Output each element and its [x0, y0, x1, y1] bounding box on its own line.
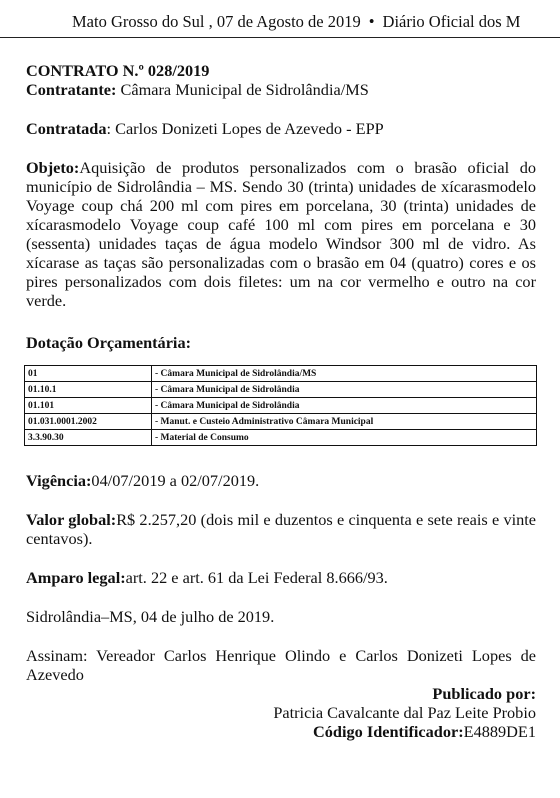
dotacao-desc: - Câmara Municipal de Sidrolândia: [152, 382, 537, 398]
contratante-value: Câmara Municipal de Sidrolândia/MS: [116, 80, 369, 99]
header-publication: Diário Oficial dos M: [382, 12, 521, 31]
vigencia-value: 04/07/2019 a 02/07/2019.: [91, 471, 260, 490]
dotacao-table: [24, 365, 537, 446]
codigo-value: E4889DE1: [463, 722, 536, 741]
page-header: [0, 0, 560, 38]
assinam-paragraph: Assinam: Vereador Carlos Henrique Olindo e Carlos Donizeti Lopes de Azevedo: [26, 646, 536, 684]
amparo-label: Amparo legal:: [26, 568, 126, 587]
contratada-value: : Carlos Donizeti Lopes de Azevedo - EPP: [106, 119, 384, 138]
publicado-nome: Patricia Cavalcante dal Paz Leite Probio: [273, 703, 536, 722]
dotacao-code: 3.3.90.30: [25, 430, 152, 446]
contratada-label: Contratada: [26, 119, 107, 138]
objeto-label: Objeto:: [26, 158, 80, 177]
dotacao-desc: - Manut. e Custeio Administrativo Câmara Municipal: [152, 414, 537, 430]
header-bullet: •: [368, 12, 375, 31]
contratante-label: Contratante:: [26, 80, 117, 99]
table-row: [25, 398, 537, 414]
objeto-paragraph: [26, 158, 536, 310]
codigo-label: Código Identificador:: [313, 722, 464, 741]
amparo-line: [26, 568, 536, 587]
vigencia-line: [26, 471, 536, 490]
dotacao-code: 01.10.1: [25, 382, 152, 398]
dotacao-desc: - Câmara Municipal de Sidrolândia/MS: [152, 366, 537, 382]
contratada-line: [26, 119, 536, 138]
dotacao-code: 01.031.0001.2002: [25, 414, 152, 430]
table-row: [25, 414, 537, 430]
objeto-value: Aquisição de produtos personalizados com o brasão oficial do município de Sidrolândia – MS. Sendo 30 (trinta) unidades de xícarasmodelo Voyage coup chá 200 ml com pires em porcelana, 30 (trinta) unidades de xícarasmodelo Voyage coup café 100 ml com pires em porcelana e 30 (sessenta) unidades taças de água modelo Windsor 300 ml de vidro. As xícarase as taças são personalizadas com o brasão em 04 (quatro) cores e os pires personalizados com dois filetes: um na cor vermelho e outro na cor verde.: [26, 158, 536, 310]
valor-paragraph: [26, 510, 536, 548]
table-row: [25, 366, 537, 382]
contract-title: CONTRATO N.º 028/2019: [26, 61, 210, 80]
contract-body: [26, 61, 536, 741]
dotacao-desc: - Material de Consumo: [152, 430, 537, 446]
publicado-label: Publicado por:: [432, 684, 536, 703]
valor-value: R$ 2.257,20 (dois mil e duzentos e cinquenta e sete reais e vinte centavos).: [26, 510, 536, 548]
dotacao-code: 01: [25, 366, 152, 382]
header-text: [72, 12, 520, 32]
dotacao-desc: - Câmara Municipal de Sidrolândia: [152, 398, 537, 414]
vigencia-label: Vigência:: [26, 471, 92, 490]
header-location-date: Mato Grosso do Sul , 07 de Agosto de 2019: [72, 12, 361, 31]
dotacao-label: Dotação Orçamentária:: [26, 333, 192, 352]
codigo-line: [26, 722, 536, 741]
contratante-line: [26, 80, 536, 99]
valor-label: Valor global:: [26, 510, 117, 529]
local-data: Sidrolândia–MS, 04 de julho de 2019.: [26, 607, 275, 626]
amparo-value: art. 22 e art. 61 da Lei Federal 8.666/93.: [125, 568, 388, 587]
dotacao-code: 01.101: [25, 398, 152, 414]
table-row: [25, 430, 537, 446]
table-row: [25, 382, 537, 398]
